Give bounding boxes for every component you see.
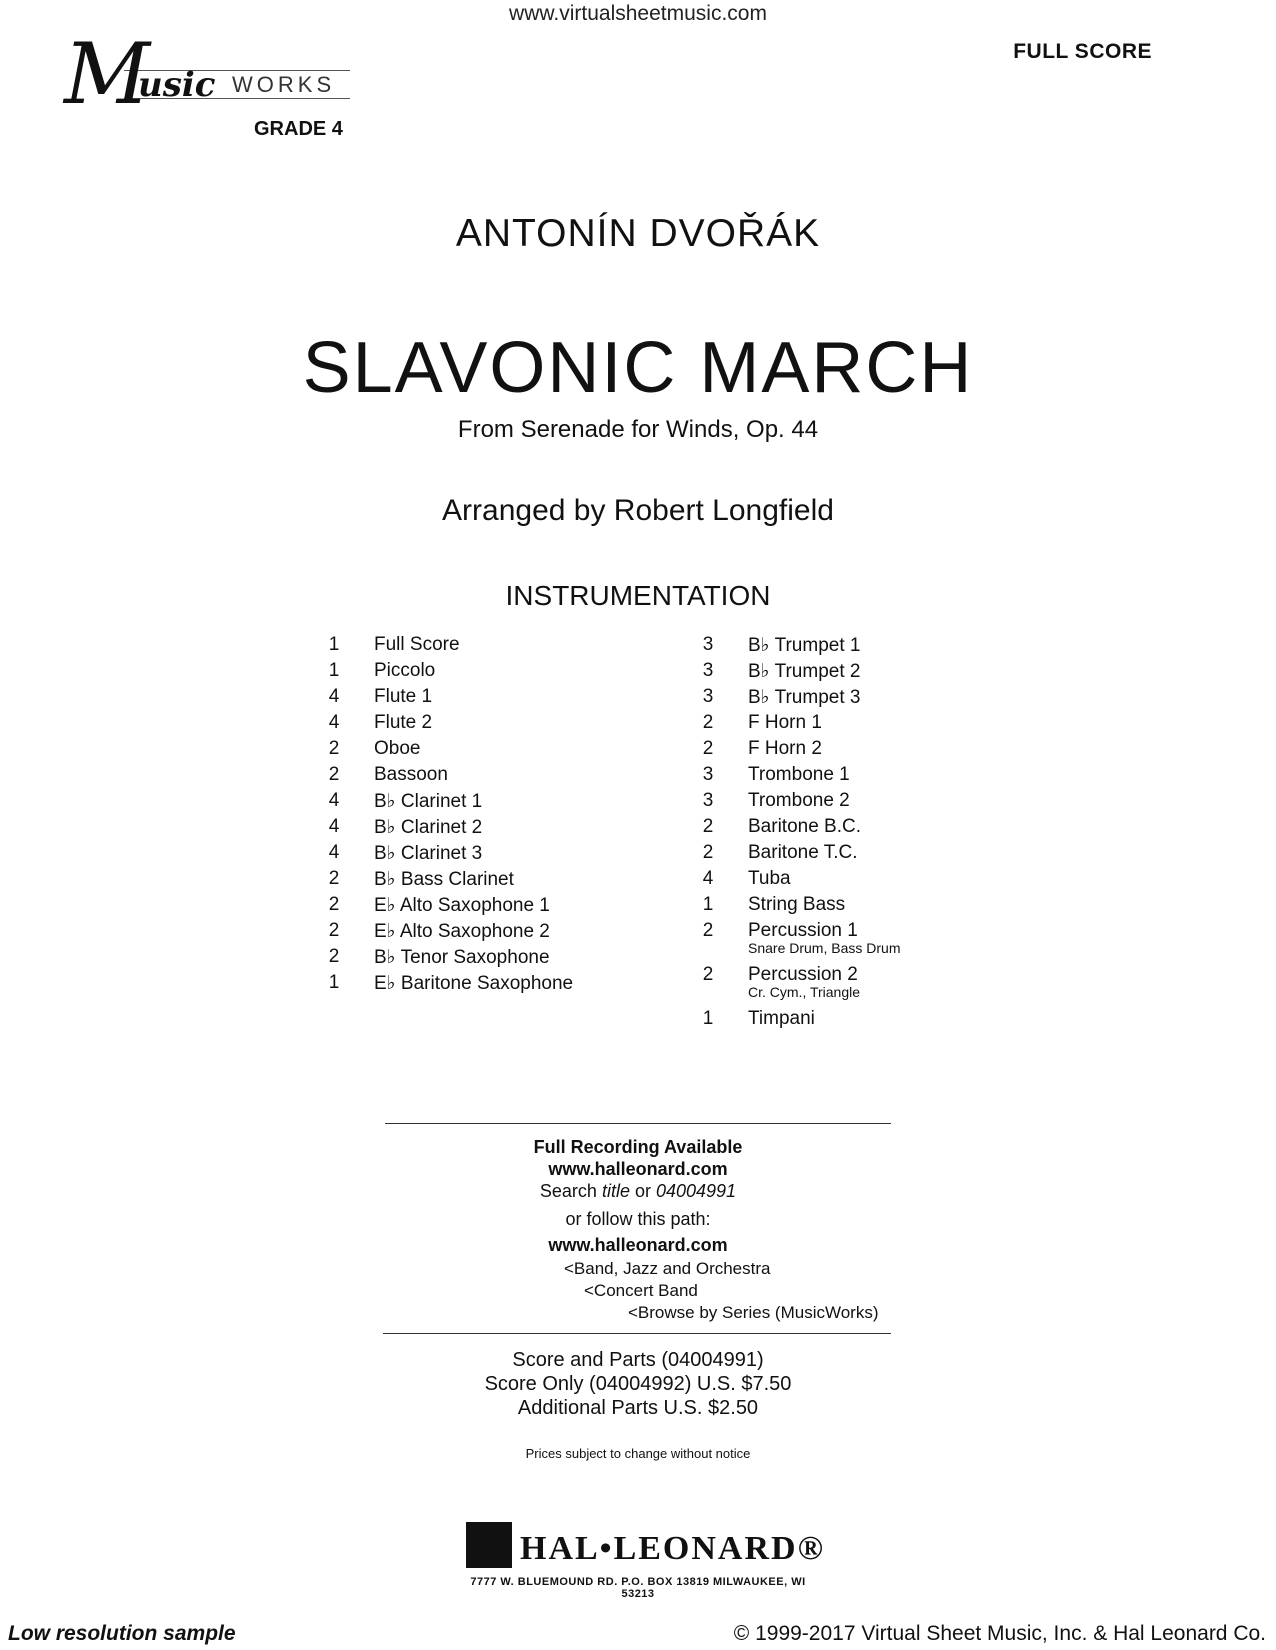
instrument-name: E♭ Alto Saxophone 1 (374, 895, 550, 916)
recording-heading: Full Recording Available (533, 1137, 743, 1157)
instrument-quantity: 2 (702, 816, 714, 837)
instrument-quantity: 4 (328, 790, 340, 811)
copyright-notice: © 1999-2017 Virtual Sheet Music, Inc. & Hal Leonard Co. (733, 1622, 1266, 1645)
publisher-address: 7777 W. BLUEMOUND RD. P.O. BOX 13819 MILWAUKEE, WI 53213 (470, 1576, 806, 1600)
instrument-note: Snare Drum, Bass Drum (748, 940, 901, 956)
instrumentation-column-right (696, 634, 996, 1034)
instrument-name: E♭ Baritone Saxophone (374, 973, 574, 994)
instrument-name: B♭ Trumpet 1 (748, 635, 861, 656)
instrument-row (696, 816, 996, 842)
recording-search (0, 1180, 1276, 1202)
instrument-name: B♭ Clarinet 2 (374, 817, 483, 838)
instrument-quantity: 3 (702, 764, 714, 785)
low-resolution-note: Low resolution sample (8, 1622, 236, 1645)
instrument-name: B♭ Tenor Saxophone (374, 947, 550, 968)
instrument-name: F Horn 2 (748, 738, 822, 759)
instrument-quantity: 4 (328, 686, 340, 707)
search-number: 04004991 (655, 1181, 737, 1201)
search-title: title (601, 1181, 630, 1201)
browse-path (550, 1258, 879, 1324)
instrument-name: Baritone B.C. (748, 816, 861, 837)
logo-works: WORKS (232, 72, 336, 97)
path-site-link[interactable]: www.halleonard.com (548, 1235, 728, 1255)
instrument-row (322, 868, 622, 894)
instrument-row (696, 920, 996, 964)
instrument-name: B♭ Trumpet 3 (748, 687, 861, 708)
instrument-quantity: 2 (702, 842, 714, 863)
instrument-row (696, 764, 996, 790)
instrument-quantity: 1 (328, 634, 340, 655)
instrument-quantity: 2 (328, 894, 340, 915)
instrument-row (696, 738, 996, 764)
instrument-quantity: 1 (702, 1008, 714, 1029)
site-watermark-url: www.virtualsheetmusic.com (509, 2, 767, 25)
divider-top (385, 1123, 891, 1124)
instrument-row (322, 946, 622, 972)
instrument-name: Piccolo (374, 660, 436, 681)
instrument-name: Oboe (374, 738, 421, 759)
instrument-quantity: 2 (702, 920, 714, 941)
instrument-quantity: 3 (702, 790, 714, 811)
instrument-quantity: 2 (702, 964, 714, 985)
instrument-name: B♭ Clarinet 1 (374, 791, 483, 812)
publisher-name: HAL•LEONARD® (520, 1530, 825, 1567)
instrument-quantity: 1 (702, 894, 714, 915)
search-or: or (629, 1181, 656, 1201)
instrument-name: String Bass (748, 894, 846, 915)
instrument-row (696, 686, 996, 712)
instrument-quantity: 2 (328, 868, 340, 889)
instrument-row (696, 842, 996, 868)
instrument-name: Percussion 1 (748, 920, 858, 941)
instrument-row (696, 1008, 996, 1034)
path-step-3: <Browse by Series (MusicWorks) (628, 1303, 879, 1322)
instrument-quantity: 4 (328, 842, 340, 863)
instrument-name: Flute 2 (374, 712, 433, 733)
instrument-quantity: 3 (702, 660, 714, 681)
instrument-name: B♭ Trumpet 2 (748, 661, 861, 682)
instrument-name: B♭ Bass Clarinet (374, 869, 514, 890)
instrument-row (696, 790, 996, 816)
instrument-row (696, 660, 996, 686)
instrument-quantity: 2 (328, 920, 340, 941)
instrument-quantity: 4 (328, 816, 340, 837)
pricing-info (0, 1348, 1276, 1420)
instrument-name: E♭ Alto Saxophone 2 (374, 921, 550, 942)
instrument-name: Full Score (374, 634, 460, 655)
work-subtitle: From Serenade for Winds, Op. 44 (457, 416, 819, 443)
instrument-name: Trombone 2 (748, 790, 850, 811)
instrumentation-heading: INSTRUMENTATION (505, 580, 771, 611)
logo-letter-m: M (64, 25, 151, 123)
hal-leonard-emblem-icon (466, 1522, 512, 1568)
hal-leonard-logo (458, 1522, 825, 1600)
instrument-name: Baritone T.C. (748, 842, 858, 863)
instrument-quantity: 2 (328, 764, 340, 785)
logo-usic: usic (138, 65, 216, 105)
path-step-2: <Concert Band (584, 1281, 698, 1300)
price-line-3: Additional Parts U.S. $2.50 (517, 1397, 759, 1419)
work-title: SLAVONIC MARCH (302, 328, 974, 408)
instrument-quantity: 3 (702, 686, 714, 707)
instrument-name: B♭ Clarinet 3 (374, 843, 483, 864)
search-prefix: Search (539, 1181, 602, 1201)
instrument-row (696, 964, 996, 1008)
instrument-row (322, 920, 622, 946)
follow-path-label: or follow this path: (565, 1209, 711, 1229)
price-line-1: Score and Parts (04004991) (512, 1349, 764, 1371)
instrument-row (322, 764, 622, 790)
instrument-quantity: 2 (328, 738, 340, 759)
instrument-quantity: 1 (328, 972, 340, 993)
price-line-2: Score Only (04004992) U.S. $7.50 (484, 1373, 792, 1395)
instrument-quantity: 4 (328, 712, 340, 733)
instrument-row (696, 634, 996, 660)
instrument-row (696, 894, 996, 920)
instrument-name: F Horn 1 (748, 712, 822, 733)
instrument-row (322, 738, 622, 764)
instrument-name: Flute 1 (374, 686, 433, 707)
instrument-name: Percussion 2 (748, 964, 858, 985)
recording-site-link[interactable]: www.halleonard.com (548, 1159, 728, 1179)
instrument-quantity: 3 (702, 634, 714, 655)
recording-info (0, 1136, 1276, 1256)
instrument-quantity: 1 (328, 660, 340, 681)
instrumentation-column-left (322, 634, 622, 998)
instrument-row (322, 660, 622, 686)
instrument-row (322, 842, 622, 868)
instrument-name: Bassoon (374, 764, 448, 785)
arranger-credit: Arranged by Robert Longfield (442, 494, 834, 527)
instrument-name: Trombone 1 (748, 764, 850, 785)
instrument-row (322, 790, 622, 816)
instrument-row (696, 868, 996, 894)
instrument-row (322, 894, 622, 920)
instrument-name: Tuba (748, 868, 791, 889)
grade-label: GRADE 4 (254, 118, 343, 140)
price-disclaimer: Prices subject to change without notice (525, 1446, 751, 1461)
composer-name: ANTONÍN DVOŘÁK (455, 212, 821, 255)
instrument-row (696, 712, 996, 738)
instrument-quantity: 2 (702, 738, 714, 759)
instrument-quantity: 2 (328, 946, 340, 967)
instrument-row (322, 712, 622, 738)
divider-bottom (383, 1333, 891, 1334)
instrument-quantity: 2 (702, 712, 714, 733)
instrument-name: Timpani (748, 1008, 815, 1029)
path-step-1: <Band, Jazz and Orchestra (564, 1259, 771, 1278)
instrument-row (322, 972, 622, 998)
instrument-row (322, 634, 622, 660)
instrument-row (322, 816, 622, 842)
instrument-quantity: 4 (702, 868, 714, 889)
instrument-note: Cr. Cym., Triangle (748, 984, 861, 1000)
instrument-row (322, 686, 622, 712)
score-type-label: FULL SCORE (1013, 40, 1152, 63)
